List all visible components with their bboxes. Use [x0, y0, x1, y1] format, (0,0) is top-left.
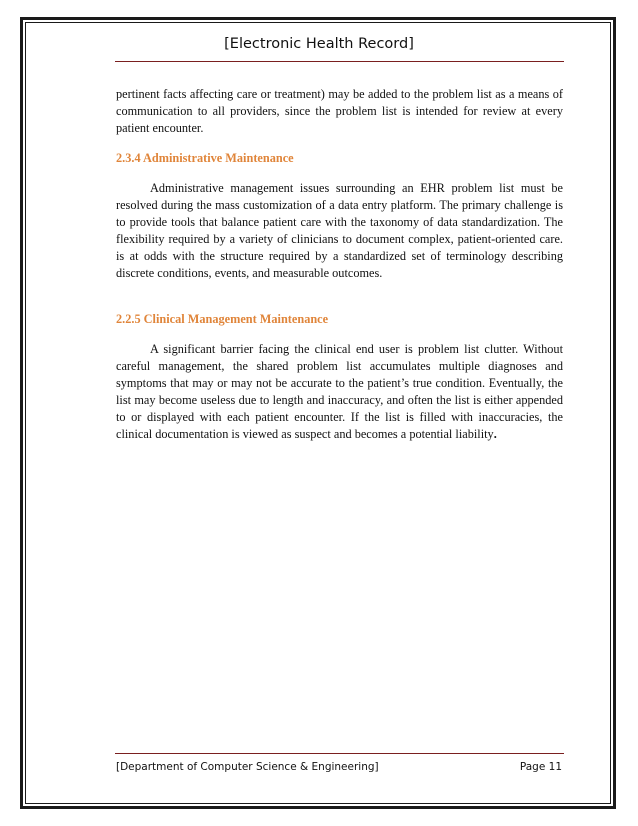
section-paragraph-clinical — [116, 341, 563, 443]
footer-divider — [115, 753, 564, 754]
section-heading-clinical: 2.2.5 Clinical Management Maintenance — [116, 312, 329, 326]
section-heading-administrative: 2.3.4 Administrative Maintenance — [116, 151, 294, 165]
intro-paragraph: pertinent facts affecting care or treatment) may be added to the problem list as a means of communication to all providers, since the problem list is intended for review at every patient encounter. — [116, 87, 563, 135]
section-paragraph-administrative: Administrative management issues surrounding an EHR problem list must be resolved during the mass customization of a data entry platform. The primary challenge is to provide tools that balance patient care with the taxonomy of data standardization. The flexibility required by a variety of clinicians to document complex, patient-oriented care. is at odds with the structure required by a standardized set of terminology describing discrete conditions, events, and measurable outcomes. — [116, 181, 563, 280]
header-divider — [115, 61, 564, 62]
footer-department: [Department of Computer Science & Engineering] — [116, 761, 379, 773]
footer-page-number: Page 11 — [519, 761, 562, 773]
page-header-title: [Electronic Health Record] — [224, 36, 414, 52]
clinical-paragraph-text: A significant barrier facing the clinical end user is problem list clutter. Without careful management, the shared problem list accumulates multiple diagnoses and symptoms that may or may not be accurate to the patient’s true condition. Eventually, the list may become useless due to length and inaccuracy, and often the list is either appended to or displayed with each patient encounter. If the list is filled with inaccuracies, the clinical documentation is viewed as suspect and becomes a potential liability — [116, 342, 563, 441]
page-content — [116, 86, 563, 443]
clinical-paragraph-end-punct: . — [493, 427, 497, 441]
